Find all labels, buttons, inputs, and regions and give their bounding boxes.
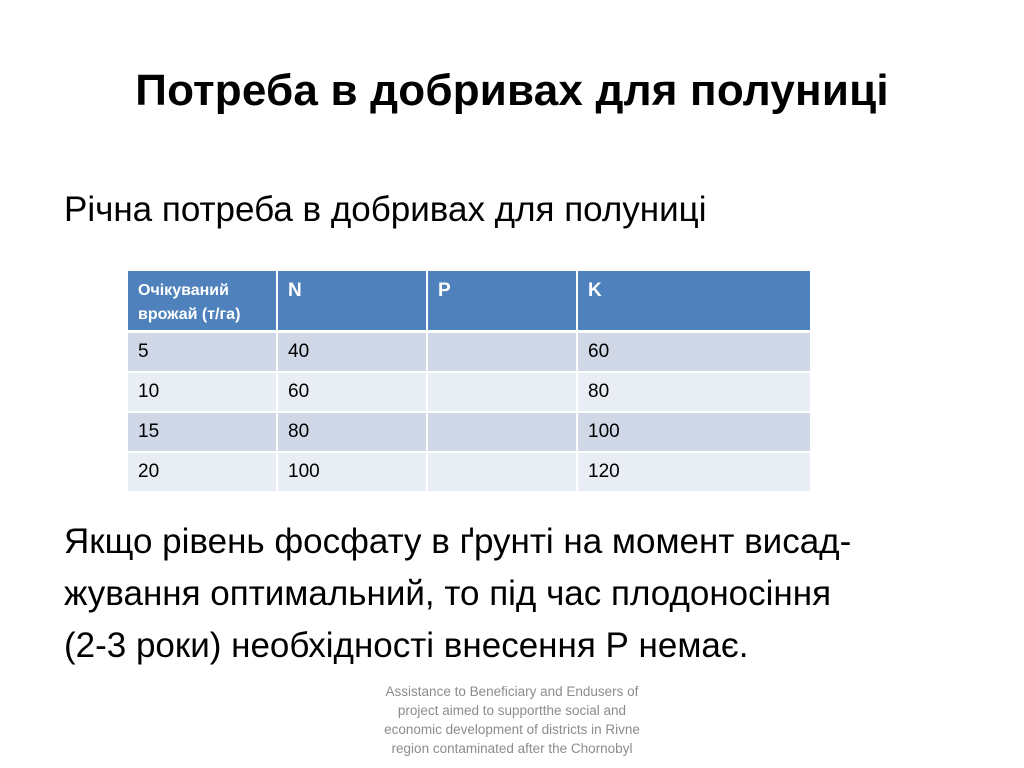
slide-subtitle: Річна потреба в добривах для полуниці bbox=[64, 190, 707, 229]
table-row bbox=[128, 453, 810, 493]
cell-yield: 15 bbox=[128, 413, 278, 453]
footer-line: economic development of districts in Rivne bbox=[384, 722, 640, 737]
cell-k: 120 bbox=[578, 453, 810, 493]
footer-line: project aimed to supportthe social and bbox=[397, 703, 627, 718]
slide-title: Потреба в добривах для полуниці bbox=[135, 66, 889, 115]
table-header-row bbox=[128, 271, 810, 333]
cell-p bbox=[428, 333, 578, 373]
cell-yield: 10 bbox=[128, 373, 278, 413]
cell-k: 80 bbox=[578, 373, 810, 413]
header-expected-yield: Очікуваний врожай (т/га) bbox=[128, 271, 278, 333]
cell-yield: 5 bbox=[128, 333, 278, 373]
header-p: P bbox=[428, 271, 578, 333]
table-row bbox=[128, 373, 810, 413]
footer-line: Assistance to Beneficiary and Endusers of bbox=[385, 684, 639, 699]
cell-n: 80 bbox=[278, 413, 428, 453]
phosphate-note bbox=[64, 516, 994, 672]
cell-n: 60 bbox=[278, 373, 428, 413]
cell-k: 60 bbox=[578, 333, 810, 373]
cell-k: 100 bbox=[578, 413, 810, 453]
table-row bbox=[128, 413, 810, 453]
table-row bbox=[128, 333, 810, 373]
note-line: (2-3 роки) необхідності внесення Р немає. bbox=[64, 626, 749, 665]
cell-n: 100 bbox=[278, 453, 428, 493]
header-k: K bbox=[578, 271, 810, 333]
fertilizer-table bbox=[128, 271, 810, 493]
note-line: Якщо рівень фосфату в ґрунті на момент висад- bbox=[64, 522, 852, 561]
footer-line: region contaminated after the Chornobyl bbox=[391, 741, 633, 756]
cell-p bbox=[428, 373, 578, 413]
cell-yield: 20 bbox=[128, 453, 278, 493]
project-footer bbox=[352, 682, 672, 758]
cell-n: 40 bbox=[278, 333, 428, 373]
note-line: жування оптимальний, то під час плодоносіння bbox=[64, 574, 832, 613]
cell-p bbox=[428, 453, 578, 493]
header-n: N bbox=[278, 271, 428, 333]
cell-p bbox=[428, 413, 578, 453]
